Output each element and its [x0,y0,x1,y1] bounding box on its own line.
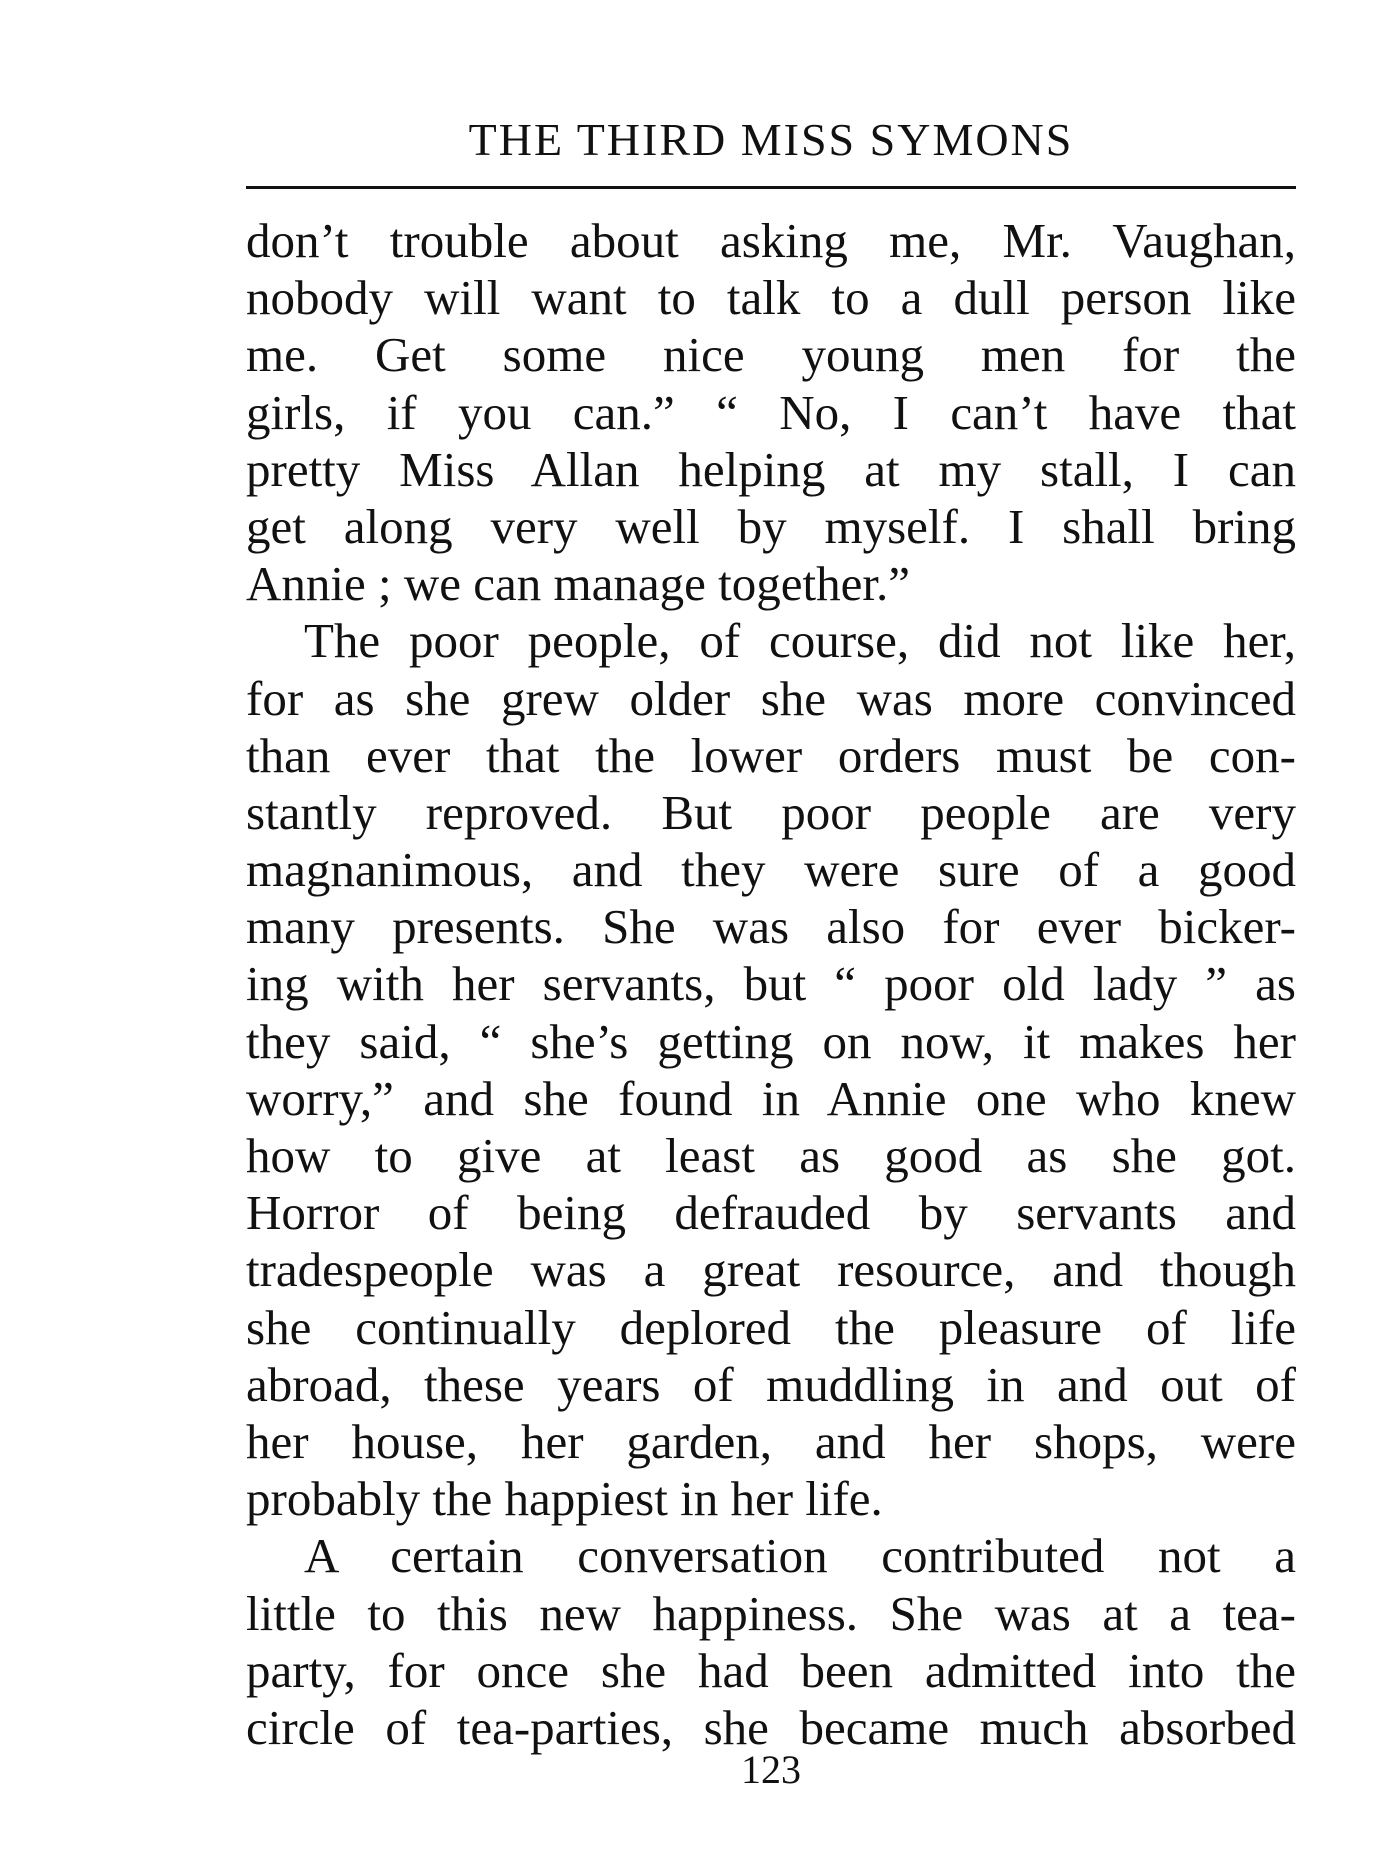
page-number: 123 [741,1747,801,1792]
text-line: they said, “ she’s getting on now, it makes her [246,1013,1296,1069]
text-line: Annie ; we can manage together.” [246,556,910,612]
text-line: The poor people, of course, did not like her, [304,613,1296,669]
text-line: magnanimous, and they were sure of a good [246,842,1296,898]
text-line: worry,” and she found in Annie one who knew [246,1070,1296,1126]
header-rule [246,186,1296,189]
text-line: how to give at least as good as she got. [246,1128,1296,1183]
text-line: me. Get some nice young men for the [246,327,1296,383]
text-line: tradespeople was a great resource, and though [246,1242,1296,1298]
body-text [246,212,1296,1756]
text-line: many presents. She was also for ever bicker- [246,899,1296,955]
text-line: get along very well by myself. I shall bring [246,498,1296,554]
text-line: her house, her garden, and her shops, were [246,1413,1296,1469]
text-line: don’t trouble about asking me, Mr. Vaughan, [246,213,1296,268]
text-line: ing with her servants, but “ poor old lady ” as [246,956,1296,1012]
text-line: for as she grew older she was more convinced [246,670,1296,726]
text-line: stantly reproved. But poor people are very [246,784,1296,840]
text-line: circle of tea-parties, she became much absorbed [246,1699,1296,1755]
text-line: abroad, these years of muddling in and out of [246,1356,1296,1412]
text-line: than ever that the lower orders must be con- [246,727,1296,783]
text-line: she continually deplored the pleasure of life [246,1299,1296,1355]
text-line: Horror of being defrauded by servants and [246,1185,1296,1241]
text-line: pretty Miss Allan helping at my stall, I can [246,441,1296,497]
text-line: party, for once she had been admitted into the [246,1642,1296,1698]
text-line: little to this new happiness. She was at a tea- [246,1585,1296,1641]
text-line: A certain conversation contributed not a [304,1528,1296,1584]
text-line: nobody will want to talk to a dull person like [246,270,1296,326]
running-title: THE THIRD MISS SYMONS [468,114,1074,165]
text-line: probably the happiest in her life. [246,1471,883,1527]
text-line: girls, if you can.” “ No, I can’t have that [246,384,1296,440]
